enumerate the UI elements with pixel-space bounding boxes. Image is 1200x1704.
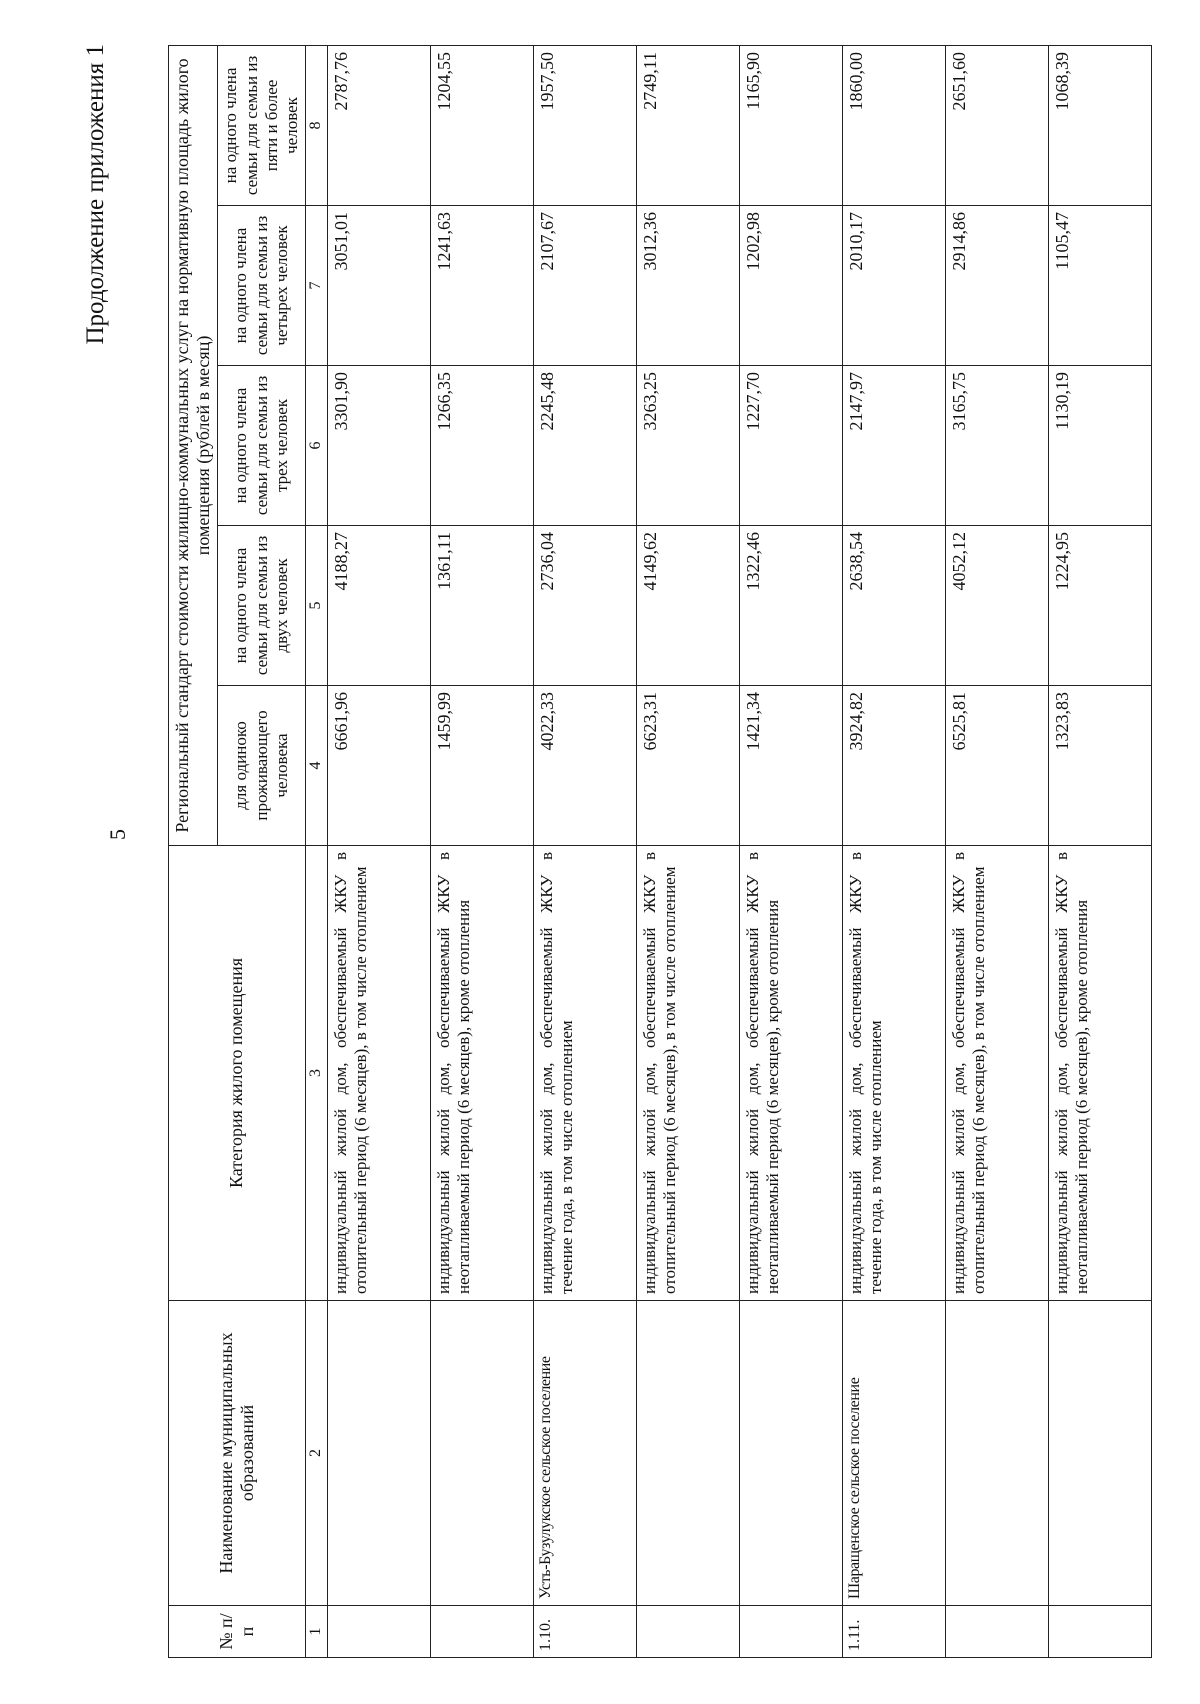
value-family-3: 1266,35 (430, 366, 533, 526)
value-family-4: 1202,98 (739, 206, 842, 366)
housing-category: индивидуальный жилой дом, обеспечиваемый ЖКУ в отопительный период (6 месяцев), в том числе отоплением (945, 846, 1048, 1301)
value-family-2: 4052,12 (945, 526, 1048, 686)
value-family-3: 2147,97 (842, 366, 945, 526)
value-family-5: 1957,50 (533, 45, 636, 205)
value-single: 1421,34 (739, 686, 842, 846)
value-single: 3924,82 (842, 686, 945, 846)
row-number: 1.10. (533, 1606, 636, 1658)
value-single: 1323,83 (1048, 686, 1151, 846)
value-family-4: 2010,17 (842, 206, 945, 366)
row-number: 1.11. (842, 1606, 945, 1658)
value-family-5: 2787,76 (327, 45, 430, 205)
housing-category: индивидуальный жилой дом, обеспечиваемый ЖКУ в течение года, в том числе отоплением (842, 846, 945, 1301)
value-family-5: 2749,11 (636, 45, 739, 205)
value-family-4: 2914,86 (945, 206, 1048, 366)
value-family-2: 4149,62 (636, 526, 739, 686)
row-number (945, 1606, 1048, 1658)
value-family-5: 1165,90 (739, 45, 842, 205)
value-family-3: 3263,25 (636, 366, 739, 526)
value-family-4: 3012,36 (636, 206, 739, 366)
municipality-name (430, 1301, 533, 1606)
municipality-name: Шаращенское сельское поселение (842, 1301, 945, 1606)
value-single: 6661,96 (327, 686, 430, 846)
value-family-3: 3301,90 (327, 366, 430, 526)
value-family-3: 1227,70 (739, 366, 842, 526)
housing-category: индивидуальный жилой дом, обеспечиваемый ЖКУ в отопительный период (6 месяцев), в том числе отоплением (327, 846, 430, 1301)
municipality-name (1048, 1301, 1151, 1606)
header-sub-3: на одного члена семьи для семьи из трех человек (218, 366, 305, 526)
housing-category: индивидуальный жилой дом, обеспечиваемый ЖКУ в неотапливаемый период (6 месяцев), кроме отопления (430, 846, 533, 1301)
row-number (739, 1606, 842, 1658)
value-family-2: 1361,11 (430, 526, 533, 686)
value-family-5: 1068,39 (1048, 45, 1151, 205)
housing-category: индивидуальный жилой дом, обеспечиваемый ЖКУ в неотапливаемый период (6 месяцев), кроме отопления (739, 846, 842, 1301)
value-family-2: 4188,27 (327, 526, 430, 686)
value-family-2: 2638,54 (842, 526, 945, 686)
housing-category: индивидуальный жилой дом, обеспечиваемый ЖКУ в неотапливаемый период (6 месяцев), кроме отопления (1048, 846, 1151, 1301)
row-number (1048, 1606, 1151, 1658)
header-standard: Региональный стандарт стоимости жилищно-коммунальных услуг на нормативную площадь жилого помещения (рублей в месяц) (169, 45, 218, 845)
municipality-name: Усть-Бузулукское сельское поселение (533, 1301, 636, 1606)
row-number (636, 1606, 739, 1658)
column-number: 1 (305, 1606, 327, 1658)
header-municipality: Наименование муниципальных образований (169, 1301, 306, 1606)
value-family-2: 1224,95 (1048, 526, 1151, 686)
header-no: № п/п (169, 1606, 306, 1658)
column-number: 3 (305, 846, 327, 1301)
value-single: 4022,33 (533, 686, 636, 846)
value-family-4: 2107,67 (533, 206, 636, 366)
table-row (739, 45, 842, 1657)
column-number: 7 (305, 206, 327, 366)
value-family-4: 3051,01 (327, 206, 430, 366)
column-number: 4 (305, 686, 327, 846)
column-number: 6 (305, 366, 327, 526)
value-family-3: 3165,75 (945, 366, 1048, 526)
table-row (1048, 45, 1151, 1657)
value-single: 6525,81 (945, 686, 1048, 846)
table-row (327, 45, 430, 1657)
value-single: 6623,31 (636, 686, 739, 846)
value-family-2: 1322,46 (739, 526, 842, 686)
municipality-name (739, 1301, 842, 1606)
header-sub-5: на одного члена семьи для семьи из пяти и более человек (218, 45, 305, 205)
municipality-name (636, 1301, 739, 1606)
row-number (327, 1606, 430, 1658)
table-row (842, 45, 945, 1657)
column-number: 8 (305, 45, 327, 205)
housing-category: индивидуальный жилой дом, обеспечиваемый ЖКУ в течение года, в том числе отоплением (533, 846, 636, 1301)
continuation-title: Продолжение приложения 1 (82, 44, 109, 345)
housing-category: индивидуальный жилой дом, обеспечиваемый ЖКУ в отопительный период (6 месяцев), в том числе отоплением (636, 846, 739, 1301)
table-row (636, 45, 739, 1657)
table-row (945, 45, 1048, 1657)
value-family-5: 1860,00 (842, 45, 945, 205)
header-category: Категория жилого помещения (169, 846, 306, 1301)
column-number: 2 (305, 1301, 327, 1606)
value-family-3: 1130,19 (1048, 366, 1151, 526)
value-family-4: 1105,47 (1048, 206, 1151, 366)
table-row (533, 45, 636, 1657)
row-number (430, 1606, 533, 1658)
value-family-4: 1241,63 (430, 206, 533, 366)
value-family-5: 2651,60 (945, 45, 1048, 205)
municipality-name (945, 1301, 1048, 1606)
header-sub-4: на одного члена семьи для семьи из четырех человек (218, 206, 305, 366)
header-sub-1: для одиноко проживающего человека (218, 686, 305, 846)
value-family-3: 2245,48 (533, 366, 636, 526)
column-number: 5 (305, 526, 327, 686)
header-sub-2: на одного члена семьи для семьи из двух человек (218, 526, 305, 686)
table-row (430, 45, 533, 1657)
value-family-2: 2736,04 (533, 526, 636, 686)
tariff-table (168, 45, 1152, 1658)
value-single: 1459,99 (430, 686, 533, 846)
page-number: 5 (105, 829, 130, 840)
value-family-5: 1204,55 (430, 45, 533, 205)
municipality-name (327, 1301, 430, 1606)
